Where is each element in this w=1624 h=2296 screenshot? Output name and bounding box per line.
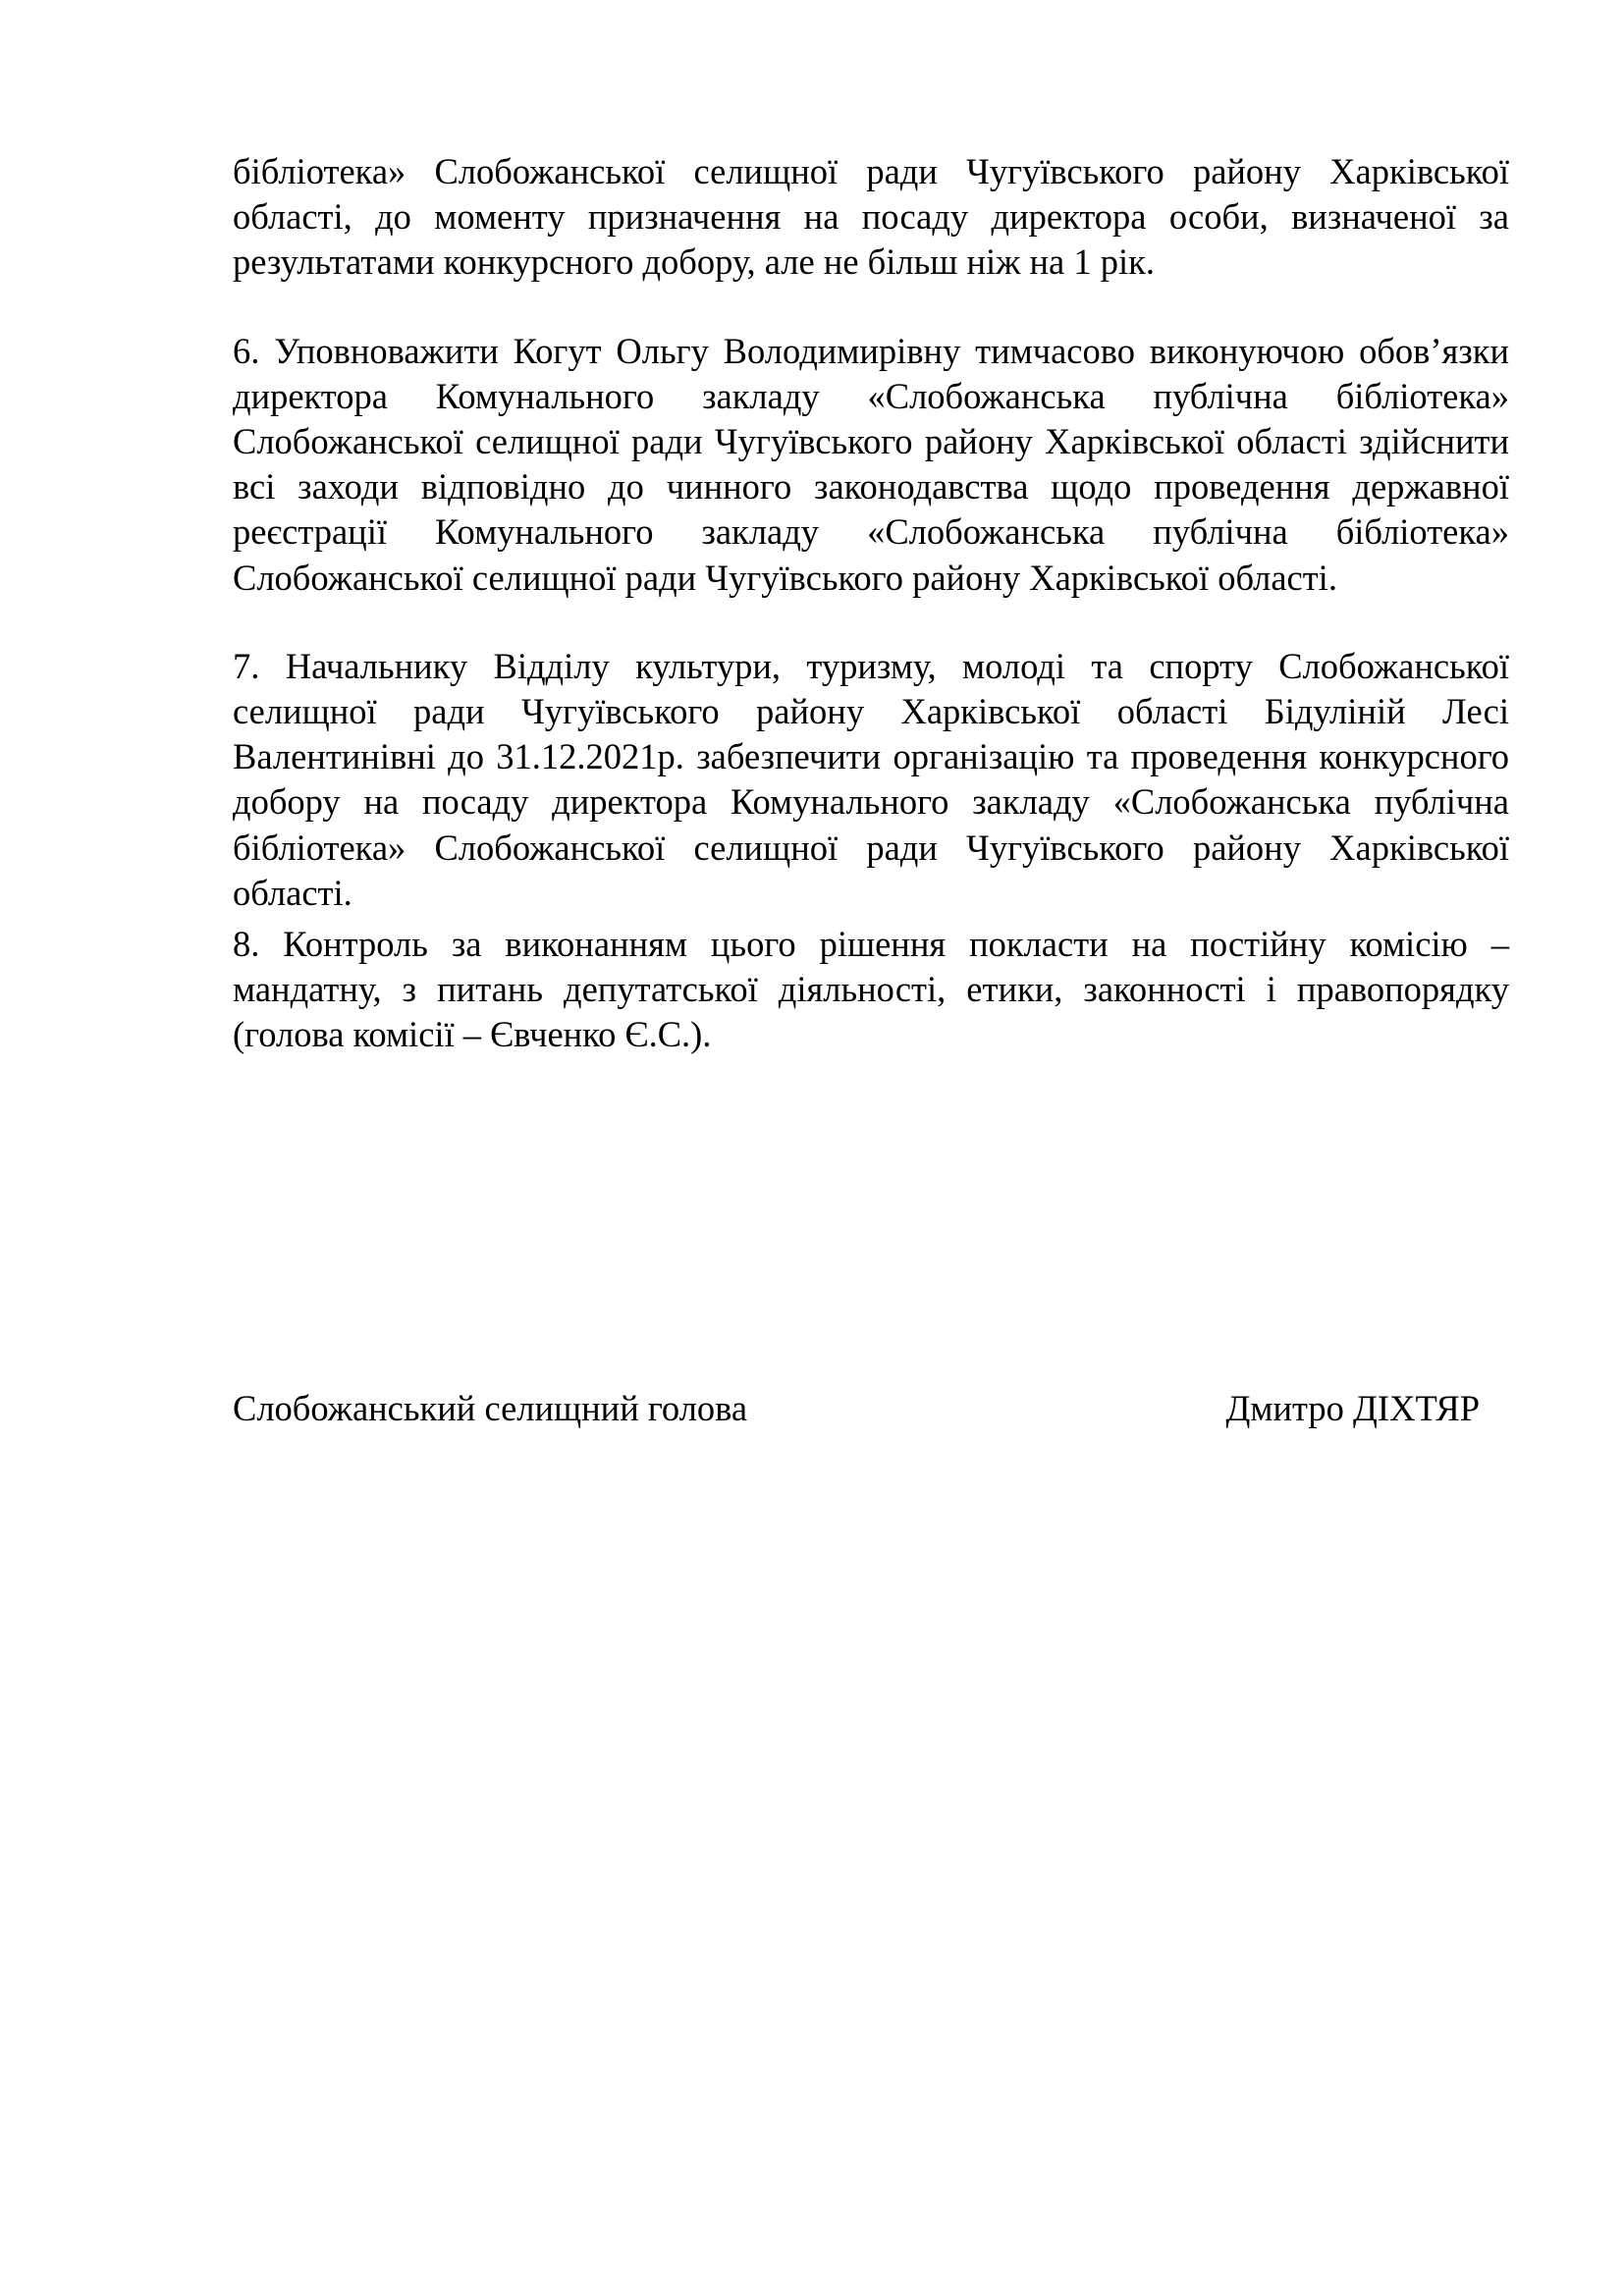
signatory-name: Дмитро ДІХТЯР (1225, 1388, 1480, 1428)
paragraph-8: 8. Контроль за виконанням цього рішення покласти на постійну комісію – мандатну, з питань депутатської діяльності, етики, законності і правопорядку (голова комісії – Євченко Є.С.). (233, 924, 1509, 1055)
paragraph-7: 7. Начальнику Відділу культури, туризму, молоді та спорту Слобожанської селищної ради Чугуївського району Харківської області Бідуліній Лесі Валентинівні до 31.12.2021р. забезпечити організацію та проведення конкурсного добору на посаду директора Комунального закладу «Слобожанська публічна бібліотека» Слобожанської селищної ради Чугуївського району Харківської області. (233, 645, 1509, 913)
paragraph-6: 6. Уповноважити Когут Ольгу Володимирівну тимчасово виконуючою обов’язки директора Комунального закладу «Слобожанська публічна бібліотека» Слобожанської селищної ради Чугуївського району Харківської області здійснити всі заходи відповідно до чинного законодавства щодо проведення державної реєстрації Комунального закладу «Слобожанська публічна бібліотека» Слобожанської селищної ради Чугуївського району Харківської області. (233, 330, 1509, 598)
document-body (233, 149, 1509, 1058)
paragraph-5-continuation: бібліотека» Слобожанської селищної ради Чугуївського району Харківської області, до моменту призначення на посаду директора особи, визначеної за результатами конкурсного добору, але не більш ніж на 1 рік. (233, 151, 1509, 283)
signatory-title: Слобожанський селищний голова (233, 1388, 748, 1428)
